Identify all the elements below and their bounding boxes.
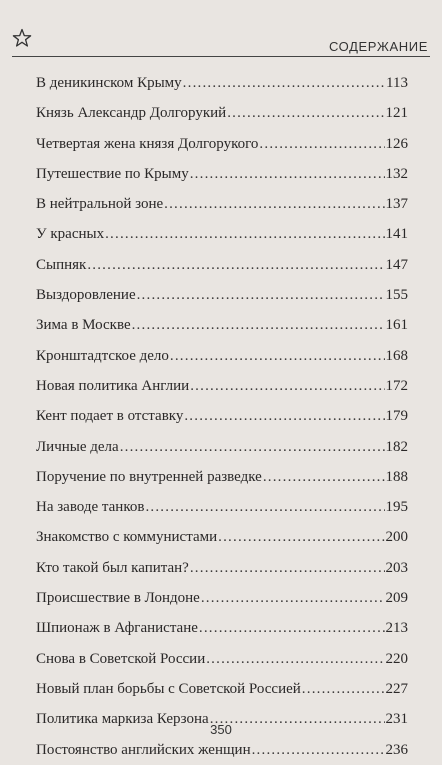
toc-leader-dots [199, 613, 385, 643]
toc-entry [36, 674, 408, 704]
toc-entry [36, 280, 408, 310]
toc-entry-title: Происшествие в Лондоне [36, 590, 200, 607]
toc-entry-page: 209 [385, 590, 408, 607]
toc-entry-page: 137 [385, 196, 408, 213]
toc-entry-page: 161 [385, 317, 408, 334]
toc-leader-dots [105, 219, 384, 249]
toc-entry-title: В деникинском Крыму [36, 75, 182, 91]
toc-entry-title: Путешествие по Крыму [36, 165, 189, 182]
toc-entry-page: 168 [385, 347, 408, 364]
toc-leader-dots [137, 280, 385, 310]
toc-entry [36, 68, 408, 98]
toc-entry [36, 371, 408, 401]
toc-entry-title: Снова в Советской России [36, 650, 206, 667]
toc-entry-title: Новая политика Англии [36, 377, 190, 394]
toc-leader-dots [302, 674, 385, 704]
toc-leader-dots [145, 492, 384, 522]
header-rule [12, 56, 430, 57]
toc-entry-title: Шпионаж в Афганистане [36, 620, 198, 637]
toc-leader-dots [164, 189, 384, 219]
toc-leader-dots [263, 462, 385, 492]
toc-entry-title: Личные дела [36, 438, 119, 455]
toc-entry [36, 462, 408, 492]
toc-entry-page: 126 [385, 135, 408, 152]
toc-entry-page: 195 [385, 499, 408, 516]
toc-entry-page: 200 [385, 529, 408, 546]
toc-entry-page: 147 [385, 256, 408, 273]
table-of-contents [36, 68, 408, 765]
toc-leader-dots [206, 644, 384, 674]
toc-entry-page: 220 [385, 650, 408, 667]
toc-entry-page: 236 [385, 741, 408, 758]
toc-leader-dots [259, 129, 384, 159]
toc-entry [36, 129, 408, 159]
toc-entry [36, 310, 408, 340]
section-title: СОДЕРЖАНИЕ [328, 39, 428, 54]
toc-entry-page: 179 [385, 408, 408, 425]
toc-entry-page: 213 [385, 620, 408, 637]
page-header [0, 0, 442, 62]
toc-entry-title: В нейтральной зоне [36, 196, 164, 213]
toc-entry-title: Знакомство с коммунистами [36, 529, 218, 546]
toc-entry [36, 644, 408, 674]
toc-entry-title: Князь Александр Долгорукий [36, 105, 227, 122]
toc-entry [36, 553, 408, 583]
toc-entry [36, 432, 408, 462]
toc-leader-dots [87, 250, 384, 280]
toc-leader-dots [227, 98, 384, 128]
toc-entry [36, 219, 408, 249]
toc-entry-title: Кронштадтское дело [36, 347, 169, 364]
toc-entry-title: Постоянство английских женщин [36, 741, 251, 758]
star-outline-icon [12, 28, 32, 48]
toc-entry-title: Кент подает в отставку [36, 408, 184, 425]
toc-leader-dots [170, 341, 385, 371]
toc-entry-page: 155 [385, 287, 408, 304]
toc-entry-title: На заводе танков [36, 499, 145, 516]
toc-entry [36, 583, 408, 613]
toc-entry [36, 522, 408, 552]
toc-entry-title: Поручение по внутренней разведке [36, 468, 262, 485]
toc-leader-dots [184, 401, 384, 431]
toc-entry-page: 203 [385, 559, 408, 576]
toc-entry-title: У красных [36, 226, 105, 243]
toc-entry-title: Кто такой был капитан? [36, 559, 189, 576]
toc-entry [36, 159, 408, 189]
toc-entry-page: 231 [385, 711, 408, 728]
toc-entry-page: 188 [385, 468, 408, 485]
toc-entry-title: Политика маркиза Керзона [36, 711, 209, 728]
toc-leader-dots [190, 159, 385, 189]
toc-entry-page: 132 [385, 165, 408, 182]
toc-entry-title: Сыпняк [36, 256, 87, 273]
toc-entry-page: 141 [385, 226, 408, 243]
toc-entry [36, 613, 408, 643]
toc-entry [36, 250, 408, 280]
toc-entry [36, 341, 408, 371]
toc-entry-page: 182 [385, 438, 408, 455]
page-number: 350 [210, 722, 232, 737]
toc-entry-page: 227 [385, 680, 408, 697]
toc-leader-dots [201, 583, 385, 613]
toc-entry [36, 492, 408, 522]
toc-entry-page: 172 [385, 377, 408, 394]
toc-entry [36, 98, 408, 128]
toc-leader-dots [190, 371, 384, 401]
toc-leader-dots [183, 68, 385, 98]
toc-entry-page: 121 [385, 105, 408, 122]
toc-leader-dots [218, 522, 384, 552]
toc-leader-dots [120, 432, 385, 462]
toc-entry-title: Выздоровление [36, 287, 136, 304]
toc-entry [36, 401, 408, 431]
toc-leader-dots [132, 310, 385, 340]
toc-entry-title: Зима в Москве [36, 317, 131, 334]
toc-entry-title: Четвертая жена князя Долгорукого [36, 135, 259, 152]
toc-entry-title: Новый план борьбы с Советской Россией [36, 680, 301, 697]
toc-leader-dots [190, 553, 385, 583]
toc-entry-page: 113 [386, 75, 408, 91]
toc-entry [36, 189, 408, 219]
